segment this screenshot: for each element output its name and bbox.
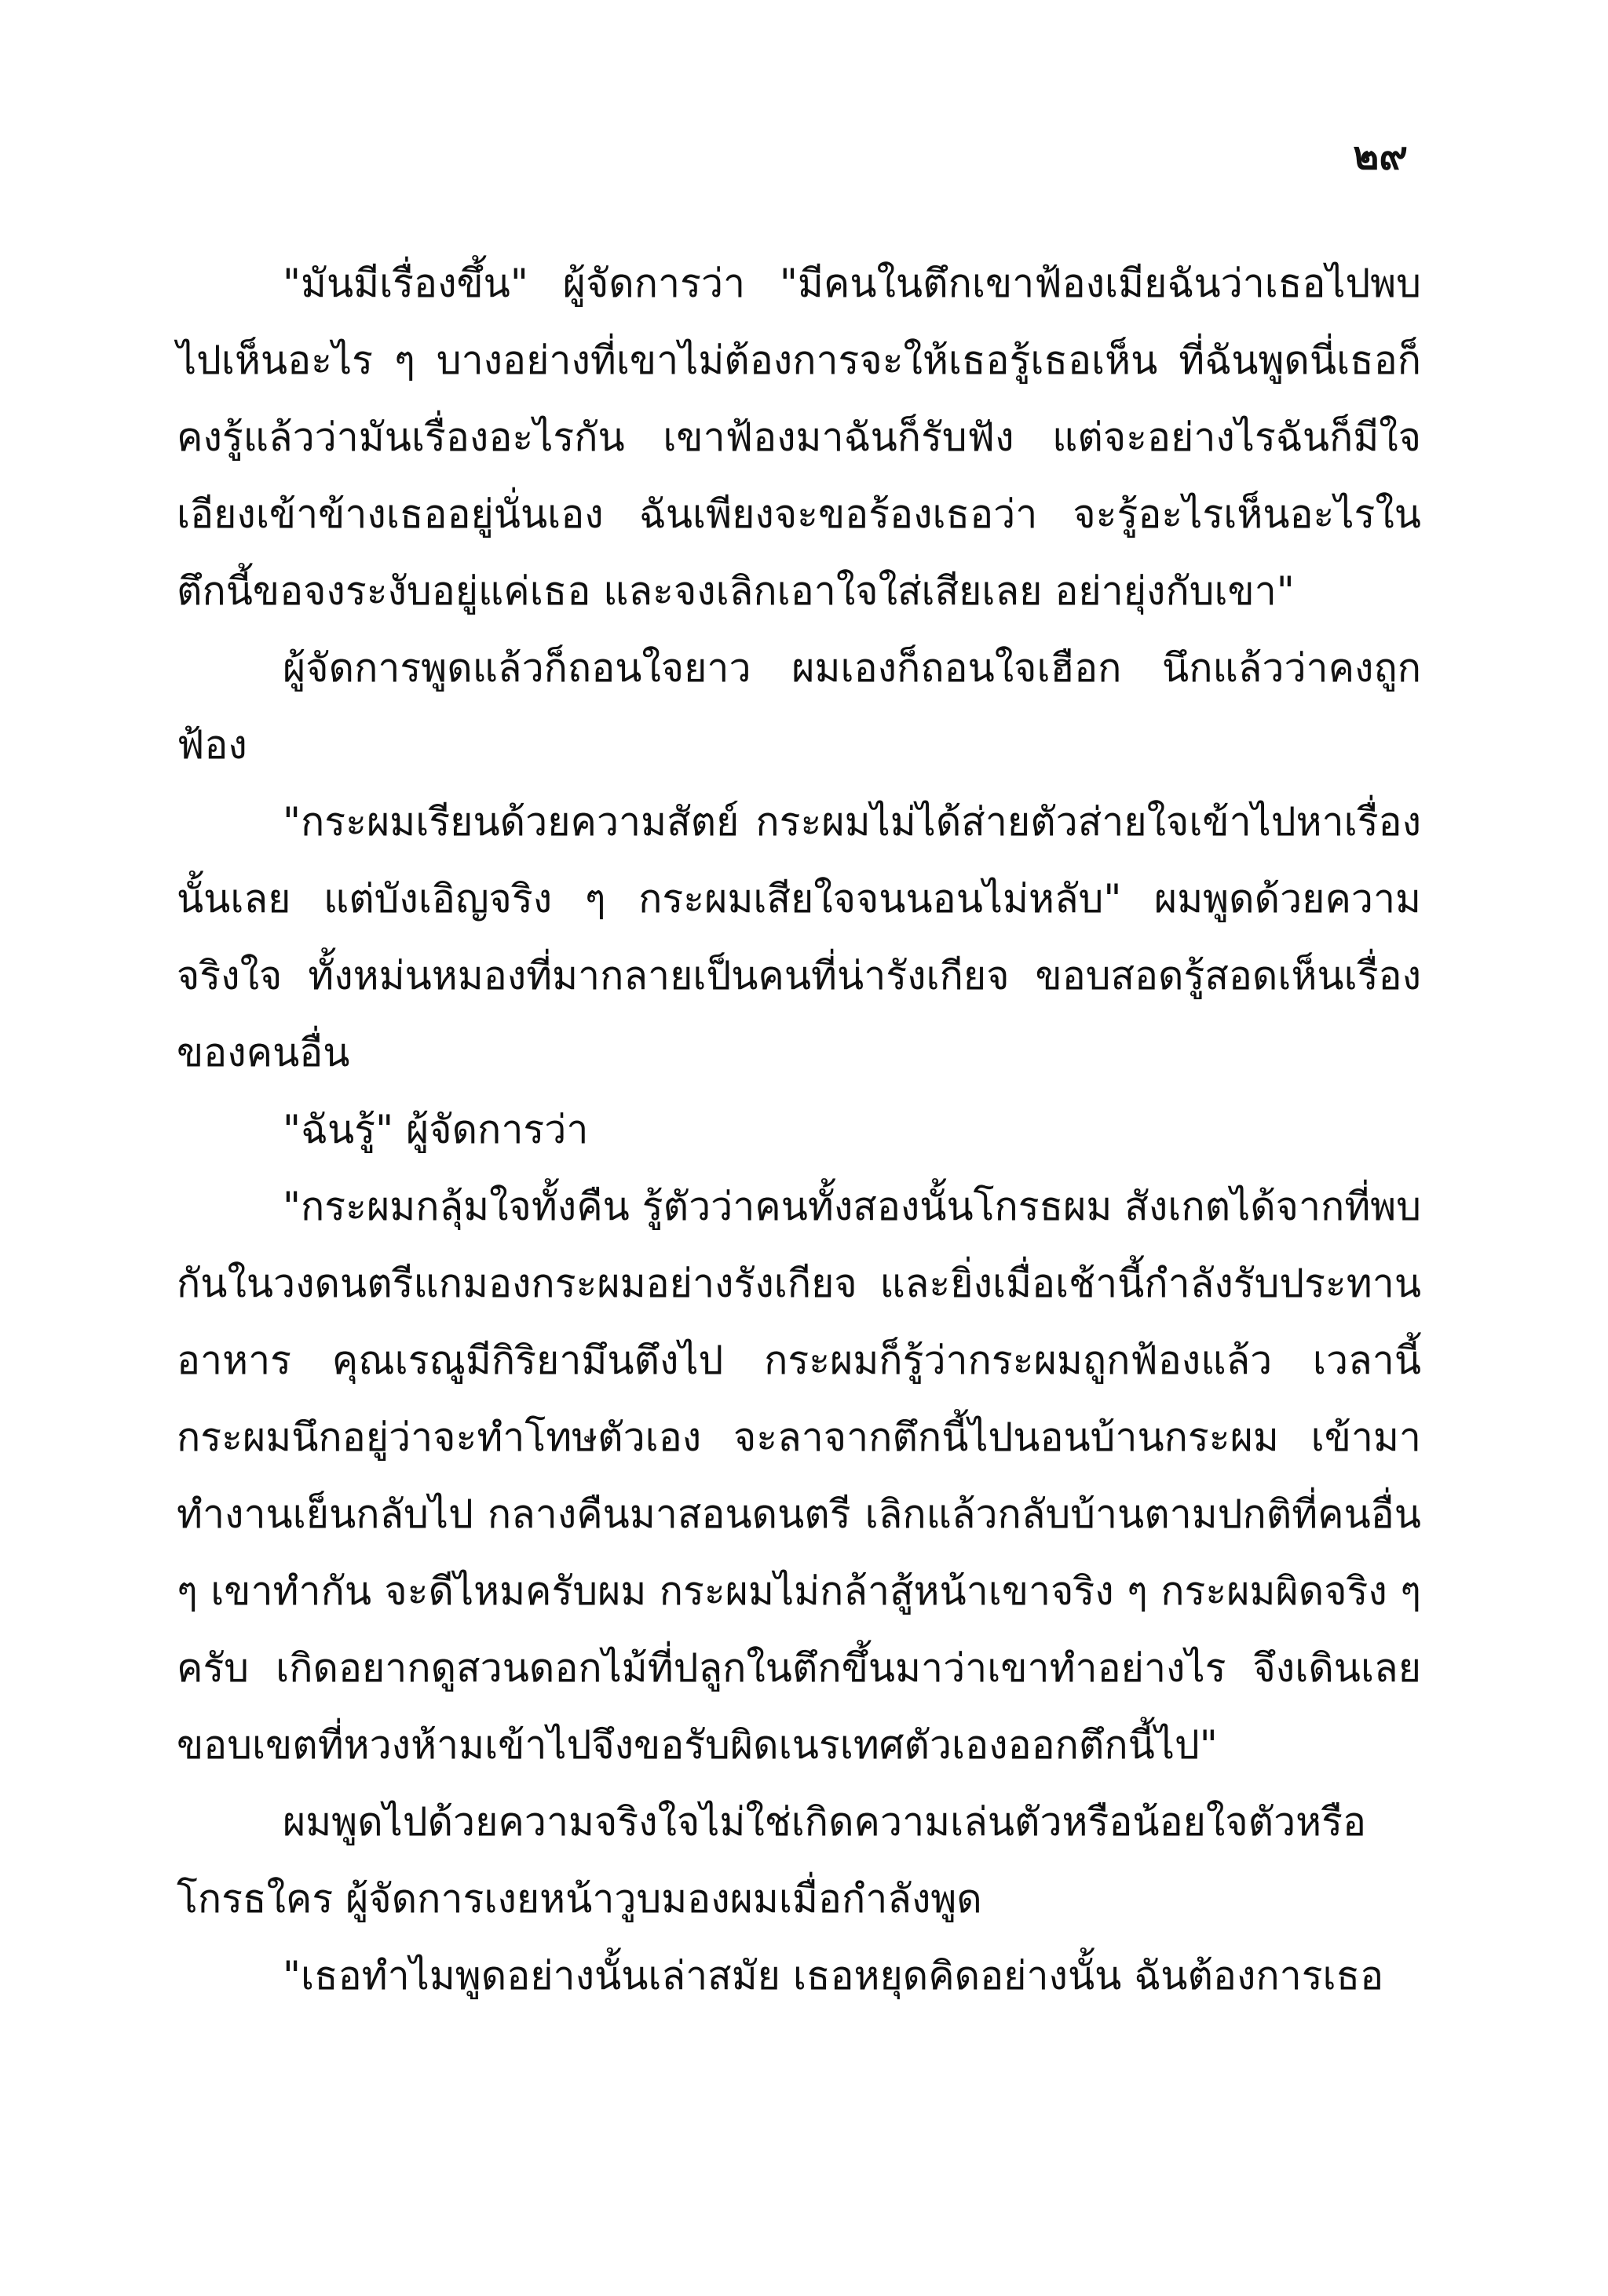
paragraph-6: ผมพูดไปด้วยความจริงใจไม่ใช่เกิดความเล่นตัวหรือน้อยใจตัวหรือโกรธใคร ผู้จัดการเงยหน้าวูบมองผมเมื่อกำลังพูด [177,1799,1367,1922]
paragraph-7: "เธอทำไมพูดอย่างนั้นเล่าสมัย เธอหยุดคิดอย่างนั้น ฉันต้องการเธอ [283,1953,1384,1999]
paragraph-5: "กระผมกลุ้มใจทั้งคืน รู้ตัวว่าคนทั้งสองนั้นโกรธผม สังเกตได้จากที่พบกันในวงดนตรีแกมองกระผมอย่างรังเกียจ และยิ่งเมื่อเช้านี้กำลังรับประทานอาหาร คุณเรณูมีกิริยามึนตึงไป กระผมก็รู้ว่ากระผมถูกฟ้องแล้ว เวลานี้กระผมนึกอยู่ว่าจะทำโทษตัวเอง จะลาจากตึกนี้ไปนอนบ้านกระผม เข้ามาทำงานเย็นกลับไป กลางคืนมาสอนดนตรี เลิกแล้วกลับบ้านตามปกติที่คนอื่น ๆ เขาทำกัน จะดีไหมครับผม กระผมไม่กล้าสู้หน้าเขาจริง ๆ กระผมผิดจริง ๆ ครับ เกิดอยากดูสวนดอกไม้ที่ปลูกในตึกขึ้นมาว่าเขาทำอย่างไร จึงเดินเลยขอบเขตที่หวงห้ามเข้าไปจึงขอรับผิดเนรเทศตัวเองออกตึกนี้ไป" [177,1184,1421,1768]
body-text [177,245,1421,2014]
paragraph-1: "มันมีเรื่องขึ้น" ผู้จัดการว่า "มีคนในตึกเขาฟ้องเมียฉันว่าเธอไปพบไปเห็นอะไร ๆ บางอย่างที่เขาไม่ต้องการจะให้เธอรู้เธอเห็น ที่ฉันพูดนี่เธอก็คงรู้แล้วว่ามันเรื่องอะไรกัน เขาฟ้องมาฉันก็รับฟัง แต่จะอย่างไรฉันก็มีใจเอียงเข้าข้างเธออยู่นั่นเอง ฉันเพียงจะขอร้องเธอว่า จะรู้อะไรเห็นอะไรในตึกนี้ขอจงระงับอยู่แค่เธอ และจงเลิกเอาใจใส่เสียเลย อย่ายุ่งกับเขา" [177,261,1421,614]
page-number: ๒๙ [1353,133,1408,178]
paragraph-4: "ฉันรู้" ผู้จัดการว่า [283,1107,589,1152]
paragraph-3: "กระผมเรียนด้วยความสัตย์ กระผมไม่ได้ส่ายตัวส่ายใจเข้าไปหาเรื่องนั้นเลย แต่บังเอิญจริง ๆ กระผมเสียใจจนนอนไม่หลับ" ผมพูดด้วยความจริงใจ ทั้งหม่นหมองที่มากลายเป็นคนที่น่ารังเกียจ ขอบสอดรู้สอดเห็นเรื่องของคนอื่น [177,799,1421,1075]
paragraph-2: ผู้จัดการพูดแล้วก็ถอนใจยาว ผมเองก็ถอนใจเฮือก นึกแล้วว่าคงถูกฟ้อง [177,645,1421,768]
